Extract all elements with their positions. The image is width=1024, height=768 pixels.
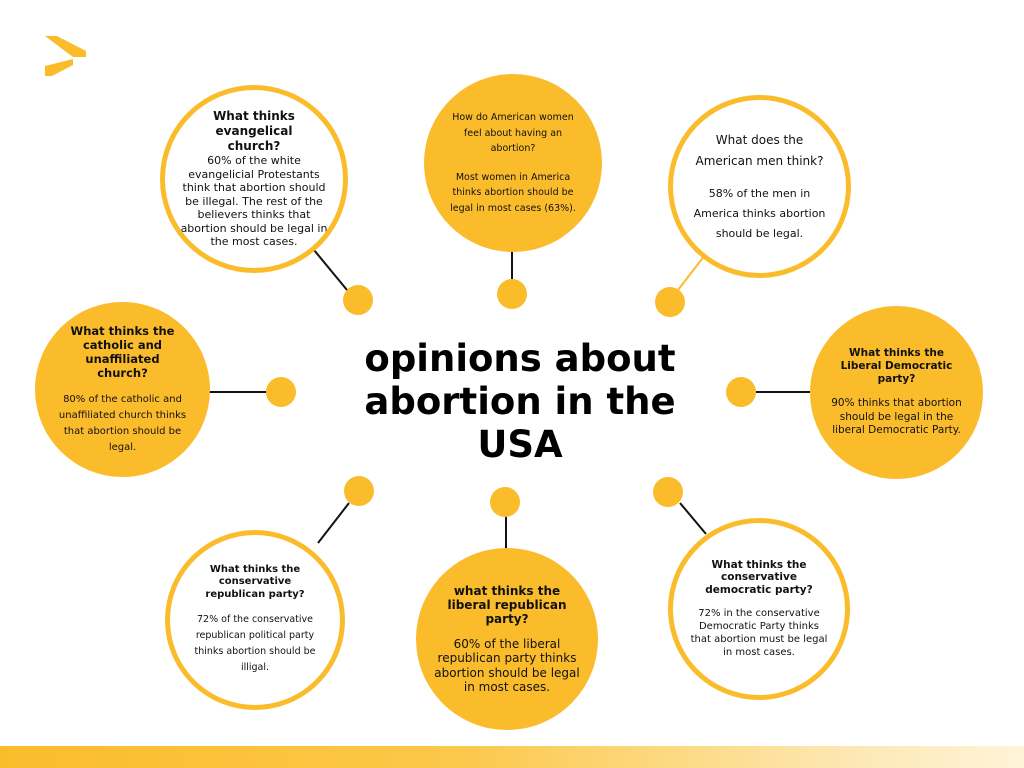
bottom-gradient-bar [0, 746, 1024, 768]
connector-men [678, 255, 705, 290]
bubble-american-men [668, 95, 851, 278]
bubble-question: What thinks evangelical church? [213, 109, 295, 154]
bubble-question: what thinks the liberal republican party? [447, 583, 567, 626]
bubble-answer: 90% thinks that abortion should be legal in the liberal Democratic Party. [831, 397, 962, 437]
bubble-answer: 72% of the conservative republican political party thinks abortion should be illigal. [194, 614, 316, 674]
bubble-answer: 60% of the liberal republican party thinks abortion should be legal in most cases. [434, 636, 580, 694]
bubble-answer: 80% of the catholic and unaffiliated church thinks that abortion should be legal. [58, 393, 187, 453]
connector-dot-women [497, 279, 527, 309]
bubble-question: What thinks the catholic and unaffiliated church? [70, 323, 175, 380]
bubble-american-women [424, 74, 602, 252]
connector-conservative-democratic [680, 503, 706, 534]
connector-dot-men [655, 287, 685, 317]
connector-evangelical [314, 250, 347, 290]
bubble-liberal-republican-party [416, 548, 598, 730]
bubble-answer: Most women in America thinks abortion should be legal in most cases (63%). [450, 171, 576, 214]
bubble-answer: 58% of the men in America thinks abortion should be legal. [693, 186, 826, 240]
connector-dot-conservative-republican [344, 476, 374, 506]
bubble-conservative-republican-party [165, 530, 345, 710]
bubble-evangelical-church [160, 85, 348, 273]
bubble-answer: 60% of the white evangelicial Protestants think that abortion should be illegal. The rest of the believers thinks that abortion should be legal in the most cases. [180, 154, 328, 249]
bubble-question: What thinks the conservative republican party? [205, 563, 305, 600]
bubble-question: What thinks the conservative democratic party? [705, 558, 813, 596]
bubble-answer: 72% in the conservative Democratic Party thinks that abortion must be legal in most cases. [690, 608, 828, 659]
bubble-liberal-democratic-party [810, 306, 983, 479]
connector-dot-liberal-democratic [726, 377, 756, 407]
connector-dot-catholic [266, 377, 296, 407]
bubble-catholic-unaffiliated [35, 302, 210, 477]
bubble-question: What thinks the Liberal Democratic party? [840, 347, 953, 386]
bubble-conservative-democratic-party [668, 518, 850, 700]
connector-dot-conservative-democratic [653, 477, 683, 507]
connector-conservative-republican [318, 503, 349, 543]
bubble-question: How do American women feel about having an abortion? [452, 112, 574, 154]
diagram-title: opinions about abortion in the USA [364, 337, 676, 466]
bubble-question: What does the American men think? [695, 132, 824, 168]
connector-dot-evangelical [343, 285, 373, 315]
connector-dot-liberal-republican [490, 487, 520, 517]
